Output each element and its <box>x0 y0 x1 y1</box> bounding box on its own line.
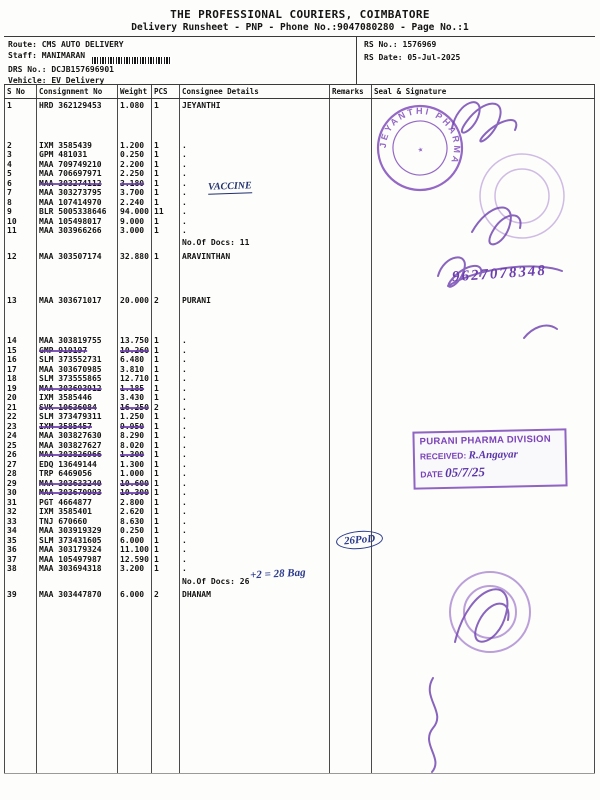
drs-barcode <box>92 57 172 64</box>
row-weight: 1.300 <box>120 450 145 460</box>
row-sno: 34 <box>7 526 17 536</box>
stamp-star-icon: ★ <box>416 144 425 156</box>
row-sno: 26 <box>7 450 17 460</box>
row-pcs: 2 <box>154 402 159 412</box>
rs-date-label: RS Date: <box>364 53 403 62</box>
row-sno: 15 <box>7 345 17 355</box>
row-sno: 7 <box>7 188 12 198</box>
row-pcs: 1 <box>154 336 159 346</box>
header-consignee: Consignee Details <box>182 87 259 96</box>
row-pcs: 1 <box>154 252 159 262</box>
row-sno: 32 <box>7 507 17 517</box>
row-sno: 37 <box>7 554 17 564</box>
row-sno: 4 <box>7 159 12 169</box>
rs-no-value: 1576969 <box>402 40 437 49</box>
row-consignee: . <box>182 207 187 217</box>
row-consignee: . <box>182 374 187 384</box>
row-pcs: 1 <box>154 421 159 431</box>
row-sno: 33 <box>7 516 17 526</box>
row-consignee: . <box>182 178 187 188</box>
document-title: THE PROFESSIONAL COURIERS, COIMBATORE <box>170 8 430 21</box>
row-pcs: 1 <box>154 440 159 450</box>
row-weight: 2.240 <box>120 197 145 207</box>
row-pcs: 1 <box>154 516 159 526</box>
row-pcs: 2 <box>154 590 159 600</box>
date-label: DATE <box>420 468 443 480</box>
row-consignee: . <box>182 545 187 555</box>
row-consignment: MAA 303447870 <box>39 590 102 600</box>
row-consignee: . <box>182 216 187 226</box>
handwritten-phone-number: 9627078348 <box>451 262 548 286</box>
rs-date-value: 05-Jul-2025 <box>407 53 461 62</box>
row-consignment: MAA 709749210 <box>39 159 102 169</box>
row-sno: 38 <box>7 564 17 574</box>
row-consignee: . <box>182 140 187 150</box>
table-row <box>4 517 595 527</box>
row-weight: 3.200 <box>120 564 145 574</box>
row-pcs: 1 <box>154 216 159 226</box>
row-weight: 10.260 <box>120 345 149 355</box>
row-consignee: . <box>182 431 187 441</box>
table-row <box>4 374 595 384</box>
document-subtitle: Delivery Runsheet - PNP - Phone No.:9047080280 - Page No.:1 <box>131 22 469 33</box>
row-weight: 13.750 <box>120 336 149 346</box>
table-row <box>4 169 595 179</box>
row-sno: 29 <box>7 478 17 488</box>
row-consignment: SLM 373555865 <box>39 374 102 384</box>
table-row <box>4 336 595 346</box>
header-weight: Weight <box>120 87 148 96</box>
row-consignee: . <box>182 355 187 365</box>
row-weight: 9.000 <box>120 216 145 226</box>
row-pcs: 1 <box>154 459 159 469</box>
row-sno: 2 <box>7 140 12 150</box>
row-consignee: . <box>182 336 187 346</box>
row-weight: 11.100 <box>120 545 149 555</box>
row-consignee: . <box>182 497 187 507</box>
row-pcs: 1 <box>154 450 159 460</box>
row-consignee: . <box>182 226 187 236</box>
row-consignee: . <box>182 197 187 207</box>
header-seal: Seal & Signature <box>374 87 447 96</box>
row-sno: 36 <box>7 545 17 555</box>
row-consignee: . <box>182 469 187 479</box>
row-weight: 6.000 <box>120 535 145 545</box>
row-consignment: PGT 4664877 <box>39 497 92 507</box>
row-consignee: . <box>182 554 187 564</box>
row-weight: 3.180 <box>120 178 145 188</box>
row-consignment: MAA 105497987 <box>39 554 102 564</box>
received-signature: R.Angayar <box>468 448 518 462</box>
row-sno: 17 <box>7 364 17 374</box>
row-sno: 1 <box>7 101 12 111</box>
row-consignment: SVK 10636084 <box>39 402 97 412</box>
row-weight: 3.700 <box>120 188 145 198</box>
row-consignee: . <box>182 440 187 450</box>
table-row <box>4 536 595 546</box>
table-row <box>4 207 595 217</box>
row-consignment: EDQ 13649144 <box>39 459 97 469</box>
row-consignee: . <box>182 488 187 498</box>
row-weight: 20.000 <box>120 295 149 305</box>
staff-label: Staff: <box>8 51 37 60</box>
drs-label: DRS No.: <box>8 65 47 74</box>
purani-stamp-title: PURANI PHARMA DIVISION <box>419 433 552 448</box>
row-consignee: . <box>182 535 187 545</box>
row-consignment: MAA 303827627 <box>39 440 102 450</box>
table-body <box>4 99 595 600</box>
row-consignee: . <box>182 345 187 355</box>
row-consignment: SLM 373552731 <box>39 355 102 365</box>
row-pcs: 1 <box>154 526 159 536</box>
row-pcs: 1 <box>154 554 159 564</box>
row-weight: 3.810 <box>120 364 145 374</box>
row-pcs: 1 <box>154 412 159 422</box>
row-consignment: IXM 3585457 <box>39 421 92 431</box>
row-consignment: MAA 303827630 <box>39 431 102 441</box>
row-consignee: DHANAM <box>182 590 211 600</box>
row-sno: 27 <box>7 459 17 469</box>
info-divider <box>356 37 357 85</box>
row-pcs: 1 <box>154 507 159 517</box>
row-pcs: 1 <box>154 188 159 198</box>
row-consignee: . <box>182 507 187 517</box>
row-pcs: 1 <box>154 197 159 207</box>
row-weight: 6.480 <box>120 355 145 365</box>
docs-note-row <box>4 238 595 248</box>
row-sno: 10 <box>7 216 17 226</box>
row-consignee: . <box>182 169 187 179</box>
row-consignment: MAA 303819755 <box>39 336 102 346</box>
row-weight: 10.600 <box>120 478 149 488</box>
received-label: RECEIVED: <box>419 450 467 462</box>
row-pcs: 1 <box>154 226 159 236</box>
table-row <box>4 403 595 413</box>
row-weight: 3.430 <box>120 393 145 403</box>
table-row <box>4 498 595 508</box>
row-weight: 1.080 <box>120 101 145 111</box>
row-weight: 1.000 <box>120 469 145 479</box>
row-consignee: . <box>182 393 187 403</box>
row-consignee: . <box>182 478 187 488</box>
table-row <box>4 296 595 306</box>
row-weight: 94.000 <box>120 207 149 217</box>
row-sno: 23 <box>7 421 17 431</box>
row-weight: 2.800 <box>120 497 145 507</box>
row-consignment: MAA 303633240 <box>39 478 102 488</box>
row-consignee: . <box>182 383 187 393</box>
row-consignment: MAA 303274112 <box>39 178 102 188</box>
table-row <box>4 346 595 356</box>
row-consignee: No.Of Docs: 11 <box>182 237 250 247</box>
row-consignee: . <box>182 459 187 469</box>
row-pcs: 1 <box>154 469 159 479</box>
row-weight: 1.250 <box>120 412 145 422</box>
table-row <box>4 188 595 198</box>
row-consignment: SLM 373431605 <box>39 535 102 545</box>
table-row <box>4 365 595 375</box>
row-consignment: MAA 303694318 <box>39 564 102 574</box>
row-consignee: . <box>182 526 187 536</box>
row-pcs: 1 <box>154 169 159 179</box>
row-consignment: BLR 5005338646 <box>39 207 107 217</box>
header-pcs: PCS <box>154 87 168 96</box>
row-pcs: 11 <box>154 207 164 217</box>
header-sno: S No <box>7 87 26 96</box>
row-weight: 6.000 <box>120 590 145 600</box>
row-pcs: 1 <box>154 545 159 555</box>
row-sno: 3 <box>7 150 12 160</box>
handwritten-docs-adjustment: +2 = 28 Bag <box>249 566 306 582</box>
purani-receiver-stamp <box>412 428 567 489</box>
table-row <box>4 488 595 498</box>
table-row <box>4 412 595 422</box>
row-weight: 2.250 <box>120 169 145 179</box>
row-pcs: 1 <box>154 159 159 169</box>
row-pcs: 1 <box>154 383 159 393</box>
row-weight: 2.620 <box>120 507 145 517</box>
row-consignment: MAA 107414970 <box>39 197 102 207</box>
row-consignment: TNJ 670660 <box>39 516 88 526</box>
row-consignment: MAA 303670985 <box>39 364 102 374</box>
row-pcs: 1 <box>154 345 159 355</box>
row-weight: 0.250 <box>120 150 145 160</box>
row-consignee: . <box>182 364 187 374</box>
row-consignee: PURANI <box>182 295 211 305</box>
row-consignment: MAA 303179324 <box>39 545 102 555</box>
table-row <box>4 198 595 208</box>
row-pcs: 1 <box>154 355 159 365</box>
table-row <box>4 555 595 565</box>
header-consignment: Consignment No <box>39 87 103 96</box>
row-sno: 9 <box>7 207 12 217</box>
table-row <box>4 507 595 517</box>
handwritten-vaccine-note: VACCINE <box>207 180 252 193</box>
table-row <box>4 141 595 151</box>
row-consignment: MAA 105498017 <box>39 216 102 226</box>
table-row <box>4 590 595 600</box>
row-sno: 20 <box>7 393 17 403</box>
row-consignment: MAA 303273795 <box>39 188 102 198</box>
row-sno: 25 <box>7 440 17 450</box>
row-sno: 8 <box>7 197 12 207</box>
drs-line <box>8 65 114 74</box>
table-row <box>4 226 595 236</box>
row-pcs: 2 <box>154 295 159 305</box>
table-row <box>4 179 595 189</box>
row-sno: 35 <box>7 535 17 545</box>
row-consignee: . <box>182 516 187 526</box>
table-row <box>4 160 595 170</box>
purani-stamp-received <box>420 448 560 463</box>
row-consignment: IXM 3585446 <box>39 393 92 403</box>
row-consignee: ARAVINTHAN <box>182 252 231 262</box>
row-sno: 18 <box>7 374 17 384</box>
row-weight: 10.300 <box>120 488 149 498</box>
table-row <box>4 355 595 365</box>
row-pcs: 1 <box>154 393 159 403</box>
row-pcs: 1 <box>154 150 159 160</box>
row-weight: 3.000 <box>120 226 145 236</box>
row-weight: 1.200 <box>120 140 145 150</box>
table-row <box>4 101 595 111</box>
row-consignee: JEYANTHI <box>182 101 221 111</box>
row-weight: 32.880 <box>120 252 149 262</box>
row-pcs: 1 <box>154 535 159 545</box>
row-consignee: . <box>182 402 187 412</box>
row-consignment: HRD 362129453 <box>39 101 102 111</box>
row-weight: 8.290 <box>120 431 145 441</box>
row-weight: 1.185 <box>120 383 145 393</box>
row-sno: 30 <box>7 488 17 498</box>
row-pcs: 1 <box>154 364 159 374</box>
row-consignee: . <box>182 150 187 160</box>
row-weight: 9.950 <box>120 421 145 431</box>
row-sno: 24 <box>7 431 17 441</box>
row-consignee: No.Of Docs: 26 <box>182 576 250 586</box>
row-sno: 5 <box>7 169 12 179</box>
route-value: CMS AUTO DELIVERY <box>41 40 124 49</box>
row-sno: 21 <box>7 402 17 412</box>
row-weight: 16.250 <box>120 402 149 412</box>
row-pcs: 1 <box>154 488 159 498</box>
row-weight: 12.590 <box>120 554 149 564</box>
row-sno: 31 <box>7 497 17 507</box>
rs-date-line <box>364 53 460 62</box>
row-consignment: MAA 303919329 <box>39 526 102 536</box>
row-consignment: TRP 6469056 <box>39 469 92 479</box>
row-pcs: 1 <box>154 431 159 441</box>
row-sno: 22 <box>7 412 17 422</box>
rs-no-label: RS No.: <box>364 40 398 49</box>
handwritten-pod-count: 26PoD <box>335 529 384 551</box>
row-consignment: MAA 303671017 <box>39 295 102 305</box>
row-consignment: SLM 373479311 <box>39 412 102 422</box>
header-remarks: Remarks <box>332 87 364 96</box>
row-consignment: MAA 303966266 <box>39 226 102 236</box>
row-consignment: IXM 3585401 <box>39 507 92 517</box>
rs-no-line <box>364 40 436 49</box>
row-consignee: . <box>182 564 187 574</box>
row-sno: 19 <box>7 383 17 393</box>
row-consignee: . <box>182 188 187 198</box>
row-consignment: GMP 919197 <box>39 345 88 355</box>
row-weight: 0.250 <box>120 526 145 536</box>
header-info-box <box>4 36 595 85</box>
table-row <box>4 393 595 403</box>
row-consignment: MAA 303693912 <box>39 383 102 393</box>
purani-stamp-date <box>420 463 560 482</box>
row-pcs: 1 <box>154 374 159 384</box>
row-sno: 39 <box>7 590 17 600</box>
row-sno: 28 <box>7 469 17 479</box>
row-weight: 2.200 <box>120 159 145 169</box>
row-weight: 1.300 <box>120 459 145 469</box>
row-weight: 8.630 <box>120 516 145 526</box>
staff-line <box>8 51 85 60</box>
row-consignee: . <box>182 412 187 422</box>
vehicle-value: EV Delivery <box>51 76 105 85</box>
row-pcs: 1 <box>154 101 159 111</box>
table-row <box>4 217 595 227</box>
row-pcs: 1 <box>154 478 159 488</box>
table-row <box>4 150 595 160</box>
row-pcs: 1 <box>154 497 159 507</box>
row-consignee: . <box>182 421 187 431</box>
row-pcs: 1 <box>154 178 159 188</box>
row-sno: 13 <box>7 295 17 305</box>
row-consignment: MAA 303670993 <box>39 488 102 498</box>
row-consignment: MAA 303826966 <box>39 450 102 460</box>
staff-value: MANIMARAN <box>41 51 86 60</box>
row-sno: 14 <box>7 336 17 346</box>
row-pcs: 1 <box>154 140 159 150</box>
row-sno: 12 <box>7 252 17 262</box>
row-consignment: MAA 303507174 <box>39 252 102 262</box>
row-spacer <box>4 111 595 141</box>
table-row <box>4 384 595 394</box>
row-spacer <box>4 305 595 336</box>
row-sno: 6 <box>7 178 12 188</box>
row-sno: 11 <box>7 226 17 236</box>
table-row <box>4 545 595 555</box>
date-value: 05/7/25 <box>445 464 486 480</box>
row-consignment: IXM 3585439 <box>39 140 92 150</box>
row-consignee: . <box>182 450 187 460</box>
drs-value: DCJB157696901 <box>51 65 114 74</box>
table-row <box>4 526 595 536</box>
row-weight: 8.020 <box>120 440 145 450</box>
route-line <box>8 40 124 49</box>
vehicle-label: Vehicle: <box>8 76 47 85</box>
row-pcs: 1 <box>154 564 159 574</box>
row-weight: 12.710 <box>120 374 149 384</box>
table-header <box>4 85 595 99</box>
row-consignment: GPM 481031 <box>39 150 88 160</box>
route-label: Route: <box>8 40 37 49</box>
row-consignment: MAA 706697971 <box>39 169 102 179</box>
row-consignee: . <box>182 159 187 169</box>
svg-text:JEYANTHI PHARMA: JEYANTHI PHARMA <box>377 105 463 167</box>
table-row <box>4 252 595 262</box>
row-sno: 16 <box>7 355 17 365</box>
